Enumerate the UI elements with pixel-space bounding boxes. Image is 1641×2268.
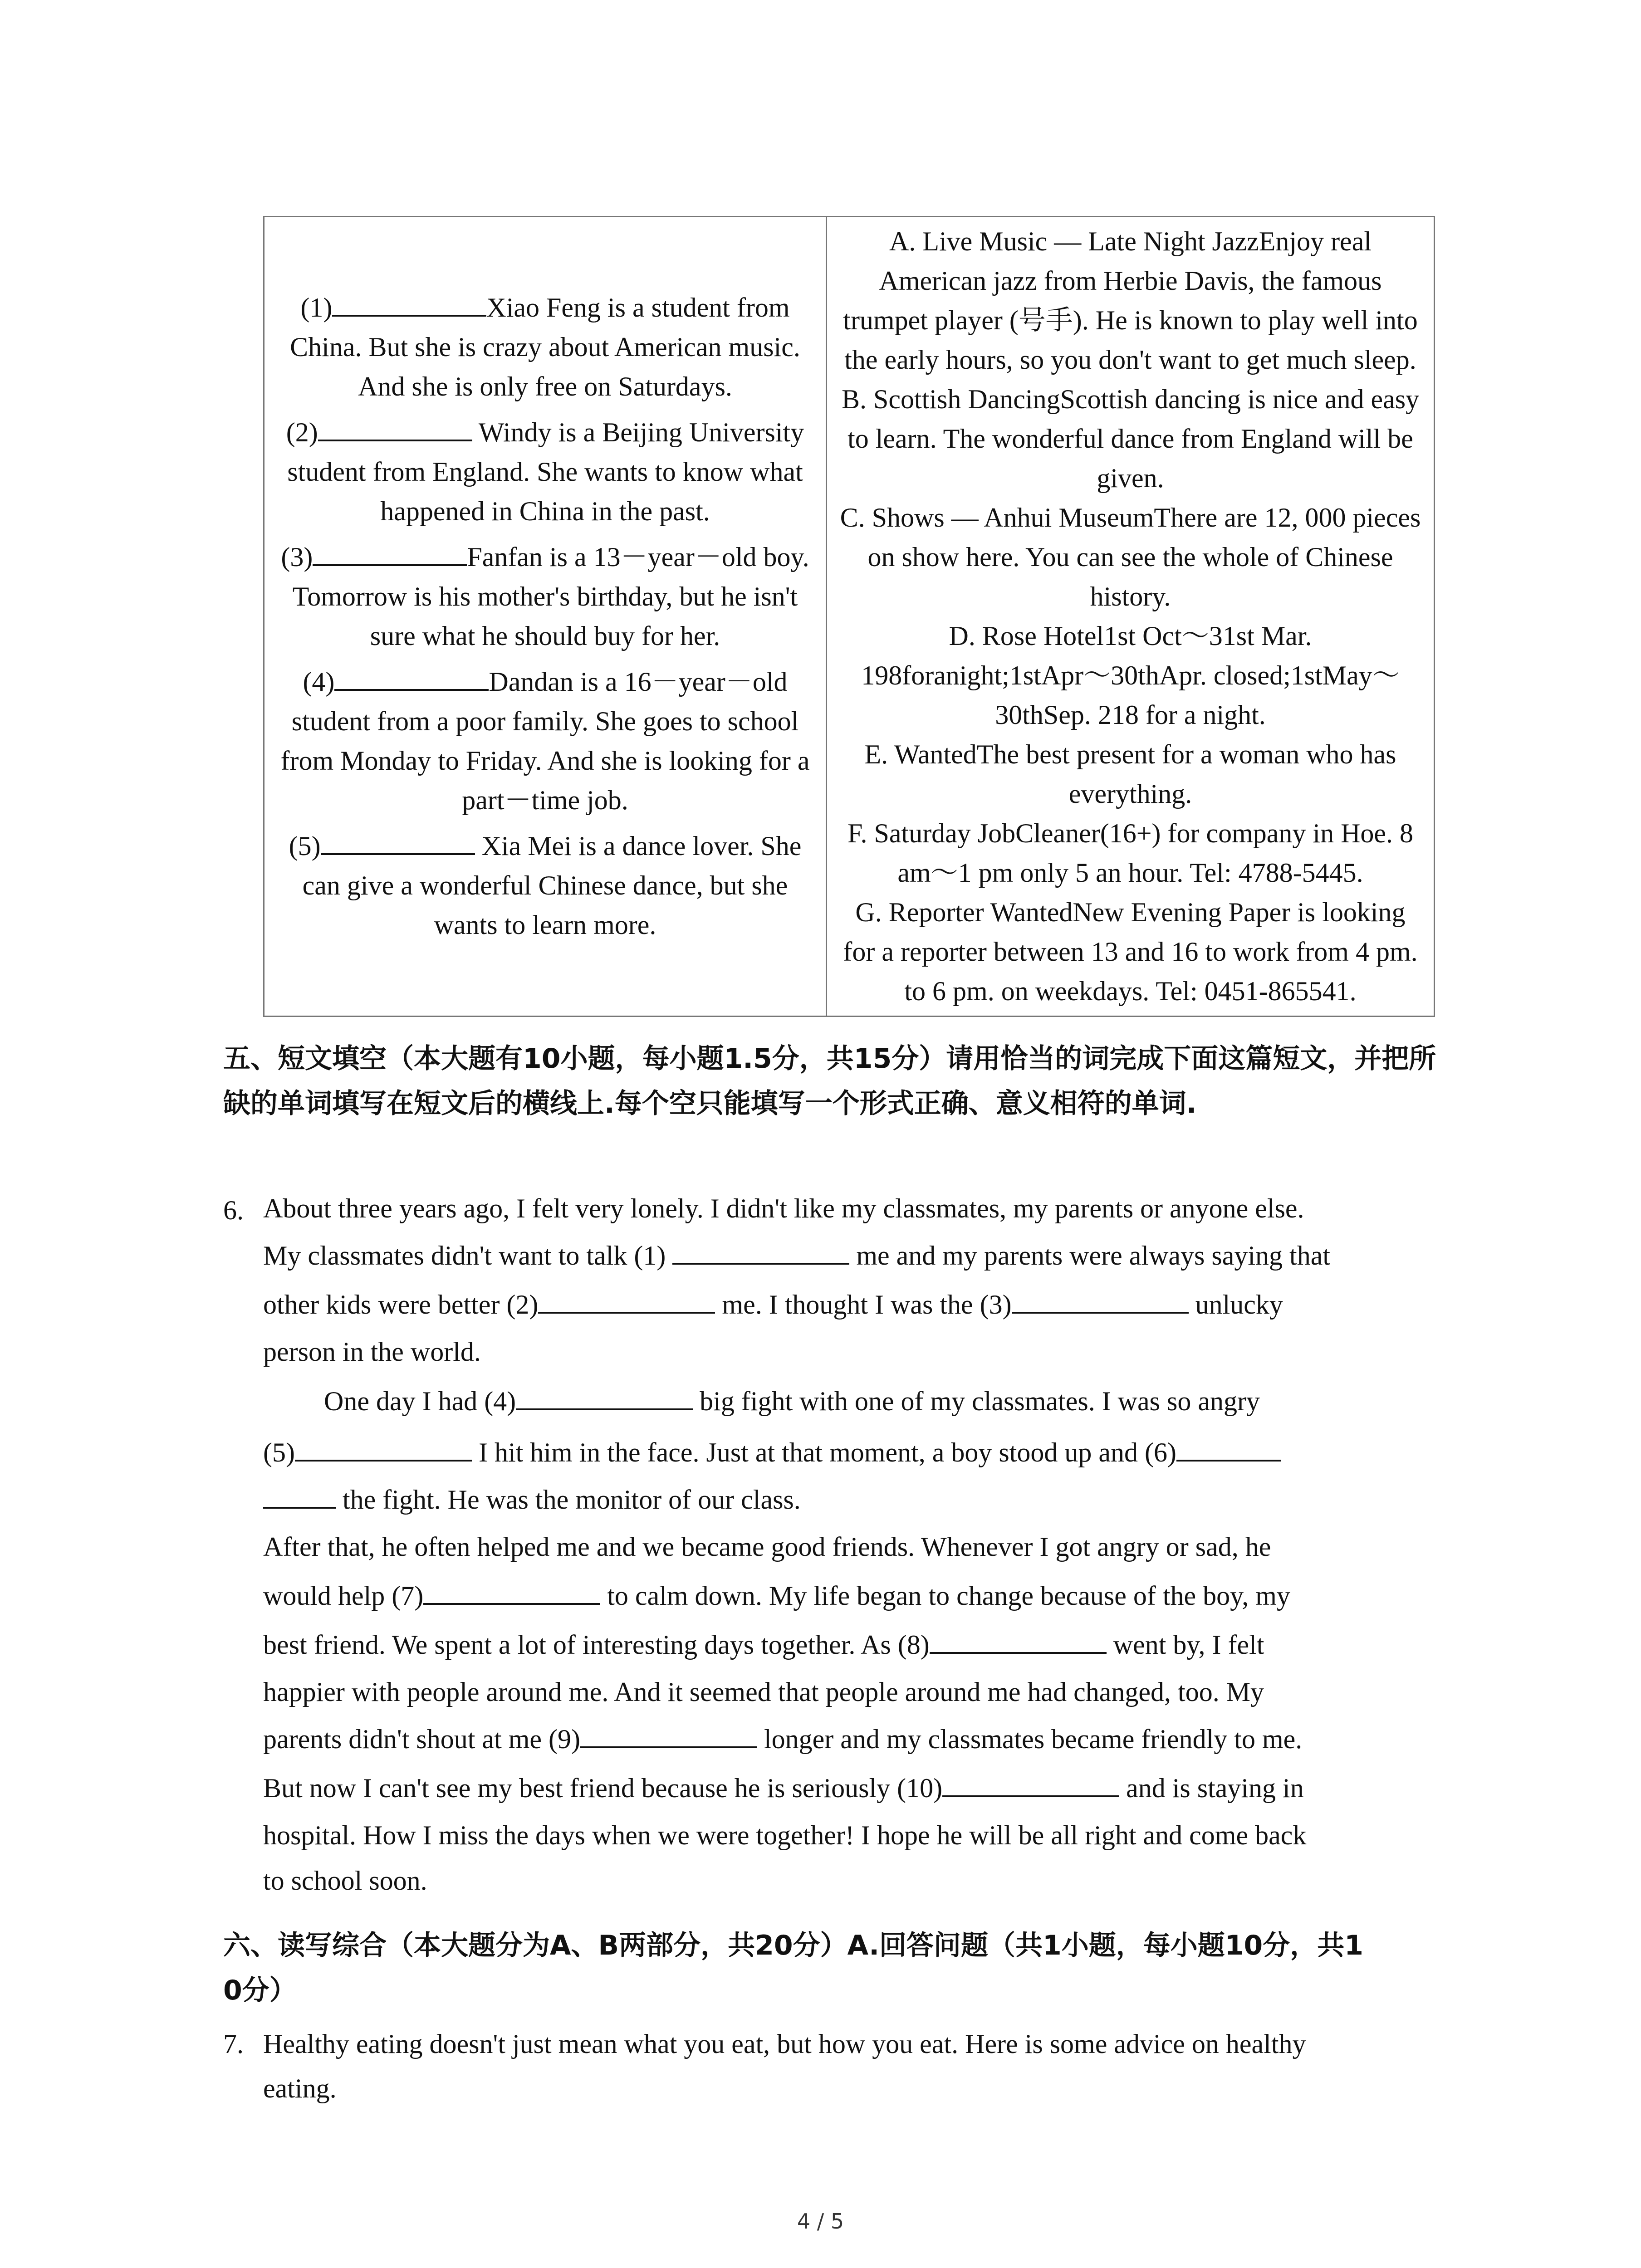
passage-line	[263, 1329, 1439, 1374]
passage-text: One day I had (4)	[324, 1386, 516, 1416]
passage-line	[263, 1669, 1439, 1715]
table-row	[264, 217, 1435, 1017]
person-item-5	[276, 826, 814, 945]
option-f: F. Saturday JobCleaner(16+) for company in Hoe. 8 am～1 pm only 5 an hour. Tel: 4788-5445.	[847, 818, 1414, 888]
person-text: Xiao Feng is a student from China. But she is crazy about American music. And she is only free on Saturdays.	[290, 293, 800, 401]
passage-text: longer and my classmates became friendly to me.	[757, 1724, 1303, 1754]
passage-text: But now I can't see my best friend because he is seriously (10)	[263, 1773, 943, 1803]
blank-6-part-2[interactable]	[263, 1481, 336, 1509]
question-7-text	[263, 2022, 1439, 2111]
blank-6-part-1[interactable]	[1176, 1433, 1281, 1461]
person-number: (2)	[286, 417, 318, 447]
passage-text: me. I thought I was the (3)	[715, 1290, 1012, 1320]
people-column	[264, 217, 827, 1017]
option-b: B. Scottish DancingScottish dancing is nice and easy to learn. The wonderful dance from England will be given.	[841, 384, 1420, 493]
passage-line	[263, 1858, 1439, 1903]
answer-blank-4[interactable]	[334, 665, 489, 691]
section-six-heading-line-2: 0分）	[223, 1975, 297, 2006]
question-line: eating.	[263, 2073, 337, 2103]
answer-blank-5[interactable]	[321, 830, 475, 855]
passage-text: parents didn't shout at me (9)	[263, 1724, 580, 1754]
blank-4[interactable]	[516, 1382, 693, 1410]
section-six-heading	[223, 1923, 1439, 2013]
passage-text: hospital. How I miss the days when we were together! I hope he will be all right and come back	[263, 1820, 1307, 1850]
passage-line	[263, 1571, 1439, 1620]
passage-text: About three years ago, I felt very lonely. I didn't like my classmates, my parents or anyone else.	[263, 1193, 1304, 1223]
passage-line	[263, 1428, 1439, 1477]
option-d: D. Rose Hotel1st Oct～31st Mar. 198foranight;1stApr～30thApr. closed;1stMay～30thSep. 218 for a night.	[861, 621, 1400, 730]
person-text: Fanfan is a 13－year－old boy. Tomorrow is his mother's birthday, but he isn't sure what he should buy for her.	[292, 542, 809, 651]
person-text: Dandan is a 16－year－old student from a poor family. She goes to school from Monday to Friday. And she is looking for a part－time job.	[280, 667, 810, 815]
answer-blank-2[interactable]	[318, 416, 472, 441]
question-6-passage	[263, 1186, 1439, 1903]
answer-blank-1[interactable]	[332, 291, 486, 317]
question-6	[223, 1186, 1439, 1903]
blank-9[interactable]	[580, 1720, 757, 1748]
passage-text: would help (7)	[263, 1581, 424, 1611]
section-five-heading: 五、短文填空（本大题有10小题，每小题1.5分，共15分）请用恰当的词完成下面这篇短文，并把所缺的单词填写在短文后的横线上.每个空只能填写一个形式正确、意义相符的单词.	[223, 1043, 1436, 1119]
page-number: 4 / 5	[797, 2209, 844, 2234]
answer-blank-3[interactable]	[313, 541, 467, 566]
blank-8[interactable]	[930, 1626, 1107, 1654]
passage-text: person in the world.	[263, 1337, 481, 1367]
person-item-4	[276, 662, 814, 820]
passage-text: other kids were better (2)	[263, 1290, 539, 1320]
passage-text: (5)	[263, 1437, 295, 1467]
passage-line	[263, 1231, 1439, 1280]
question-line: Healthy eating doesn't just mean what you eat, but how you eat. Here is some advice on healthy	[263, 2029, 1306, 2059]
person-item-3	[276, 538, 814, 656]
passage-text: I hit him in the face. Just at that moment, a boy stood up and (6)	[471, 1437, 1176, 1467]
person-number: (4)	[303, 667, 335, 697]
passage-text: After that, he often helped me and we became good friends. Whenever I got angry or sad, he	[263, 1532, 1271, 1562]
person-number: (5)	[289, 831, 321, 861]
blank-1[interactable]	[672, 1237, 849, 1265]
person-text: Windy is a Beijing University student from England. She wants to know what happened in China in the past.	[287, 417, 804, 526]
passage-text: to school soon.	[263, 1866, 427, 1896]
passage-line	[263, 1813, 1439, 1858]
question-number: 6.	[223, 1195, 244, 1225]
blank-7[interactable]	[423, 1577, 600, 1605]
blank-10[interactable]	[942, 1769, 1119, 1797]
passage-line	[263, 1374, 1439, 1428]
passage-text: unlucky	[1188, 1290, 1283, 1320]
passage-text: and is staying in	[1119, 1773, 1304, 1803]
option-g: G. Reporter WantedNew Evening Paper is looking for a reporter between 13 and 16 to work from 4 pm. to 6 pm. on weekdays. Tel: 0451-865541.	[843, 897, 1418, 1006]
blank-5[interactable]	[295, 1433, 472, 1461]
passage-line	[263, 1715, 1439, 1764]
person-item-1	[276, 288, 814, 406]
passage-text: My classmates didn't want to talk (1)	[263, 1241, 673, 1271]
passage-text: went by, I felt	[1106, 1630, 1264, 1660]
blank-3[interactable]	[1012, 1286, 1189, 1314]
person-text: Xia Mei is a dance lover. She can give a wonderful Chinese dance, but she wants to learn more.	[302, 831, 802, 940]
person-item-2	[276, 413, 814, 531]
passage-text: me and my parents were always saying that	[849, 1241, 1330, 1271]
section-six-heading-line-1: 六、读写综合（本大题分为A、B两部分，共20分）A.回答问题（共1小题，每小题10分，共1	[223, 1930, 1363, 1961]
option-c: C. Shows — Anhui MuseumThere are 12, 000 pieces on show here. You can see the whole of Chinese history.	[840, 503, 1421, 611]
passage-line	[263, 1186, 1439, 1231]
passage-text: best friend. We spent a lot of interesting days together. As (8)	[263, 1630, 930, 1660]
passage-text: to calm down. My life began to change because of the boy, my	[600, 1581, 1290, 1611]
passage-line	[263, 1477, 1439, 1522]
passage-line	[263, 1522, 1439, 1571]
passage-line	[263, 1764, 1439, 1813]
blank-2[interactable]	[538, 1286, 715, 1314]
passage-text: happier with people around me. And it seemed that people around me had changed, too. My	[263, 1677, 1264, 1707]
matching-table	[263, 216, 1435, 1017]
option-a: A. Live Music — Late Night JazzEnjoy real American jazz from Herbie Davis, the famous trumpet player (号手). He is known to play well into the early hours, so you don't want to get much sleep.	[843, 226, 1418, 375]
options-column	[827, 217, 1435, 1017]
person-number: (1)	[300, 293, 333, 323]
question-number: 7.	[223, 2029, 244, 2059]
passage-line	[263, 1620, 1439, 1669]
passage-text: the fight. He was the monitor of our class.	[336, 1485, 801, 1515]
person-number: (3)	[281, 542, 313, 572]
option-e: E. WantedThe best present for a woman who has everything.	[864, 739, 1396, 809]
question-7	[223, 2022, 1439, 2111]
passage-text: big fight with one of my classmates. I was so angry	[693, 1386, 1260, 1416]
passage-line	[263, 1280, 1439, 1329]
